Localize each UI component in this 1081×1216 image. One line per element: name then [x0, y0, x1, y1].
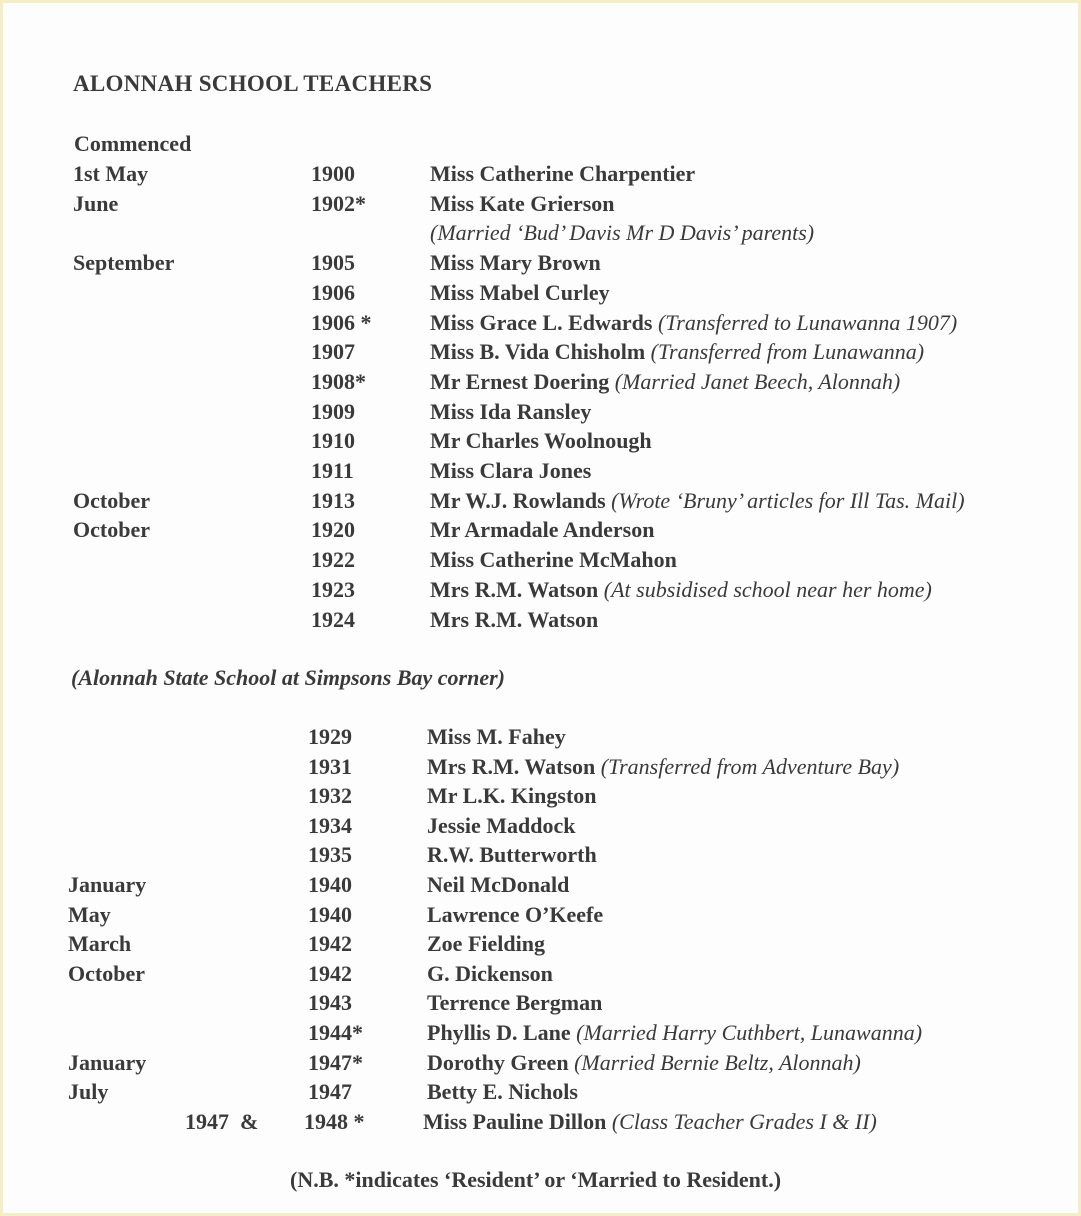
- teacher-name-cell: [427, 754, 899, 780]
- teacher-name-cell: [427, 961, 553, 987]
- teacher-name-cell: [430, 488, 965, 514]
- teacher-note: (Married Bernie Beltz, Alonnah): [574, 1049, 861, 1075]
- teacher-note: (Wrote ‘Bruny’ articles for Ill Tas. Mail): [611, 487, 965, 513]
- teacher-name-cell: [427, 990, 602, 1016]
- commenced-year: 1935: [308, 842, 352, 868]
- commenced-month: September: [73, 250, 175, 276]
- teacher-name: G. Dickenson: [427, 960, 553, 986]
- teacher-name-cell: [430, 577, 932, 603]
- teacher-name-cell: [427, 1079, 578, 1105]
- teacher-note: (Transferred to Lunawanna 1907): [657, 309, 958, 335]
- teacher-note: (Married Janet Beech, Alonnah): [614, 368, 901, 394]
- teacher-name-cell: [427, 902, 603, 928]
- teacher-name: Dorothy Green: [427, 1049, 569, 1075]
- teacher-name: Miss Clara Jones: [430, 458, 592, 483]
- teacher-name-cell: [430, 369, 900, 395]
- commenced-year: 1940: [308, 872, 352, 897]
- teacher-name-cell: [430, 399, 591, 425]
- commenced-year: 1907: [311, 339, 355, 365]
- teacher-name-cell: [430, 161, 695, 187]
- commenced-year: 1906: [311, 279, 355, 305]
- commenced-year: 1929: [308, 724, 352, 749]
- commenced-year: 1911: [311, 458, 354, 483]
- commenced-year: 1923: [311, 576, 355, 602]
- teacher-name: Mr Armadale Anderson: [430, 517, 655, 543]
- teacher-name: Mr W.J. Rowlands: [430, 487, 606, 513]
- commenced-month: March: [68, 931, 132, 957]
- teacher-name-cell: [430, 339, 924, 365]
- teacher-note: (At subsidised school near her home): [603, 576, 932, 602]
- commenced-month: January: [68, 1049, 147, 1075]
- year-prefix: 1947 &: [185, 1108, 259, 1134]
- teacher-name: Miss Pauline Dillon: [423, 1108, 607, 1134]
- teacher-note: (Transferred from Lunawanna): [650, 339, 925, 365]
- teacher-name: R.W. Butterworth: [427, 842, 597, 868]
- teacher-note: (Class Teacher Grades I & II): [611, 1108, 877, 1134]
- commenced-year: 1944*: [308, 1020, 363, 1045]
- teacher-name-cell: [430, 428, 652, 454]
- teacher-name: Terrence Bergman: [427, 990, 603, 1016]
- commenced-month: October: [73, 487, 150, 513]
- teacher-name: Miss Mabel Curley: [430, 279, 610, 305]
- teacher-name: Mr Ernest Doering: [430, 368, 610, 394]
- teacher-name-cell: [430, 547, 677, 573]
- teacher-name: Miss M. Fahey: [427, 724, 566, 749]
- commenced-year: 1943: [308, 990, 352, 1016]
- commenced-year: 1920: [311, 517, 355, 543]
- teacher-name-cell: [430, 517, 654, 543]
- commenced-year: 1922: [311, 547, 355, 573]
- commenced-month: July: [68, 1079, 109, 1105]
- teacher-name: Zoe Fielding: [427, 931, 545, 957]
- teacher-name-cell: [430, 191, 615, 217]
- teacher-name-cell: [427, 783, 597, 809]
- commenced-year: 1934: [308, 812, 352, 838]
- commenced-year: 1931: [308, 753, 352, 779]
- commenced-year: 1908*: [311, 368, 366, 394]
- commenced-year: 1902*: [311, 190, 366, 216]
- section-subheading: (Alonnah State School at Simpsons Bay corner): [71, 665, 505, 690]
- teacher-note: (Married ‘Bud’ Davis Mr D Davis’ parents): [430, 220, 815, 246]
- teacher-name: Miss Catherine Charpentier: [430, 161, 696, 186]
- commenced-year: 1940: [308, 901, 352, 927]
- commenced-month: October: [73, 517, 150, 543]
- commenced-month: January: [68, 872, 147, 897]
- teacher-name-cell: [427, 872, 569, 898]
- teacher-name-cell: [430, 607, 598, 633]
- teacher-name-cell: [427, 724, 566, 750]
- teacher-name-cell: [427, 1050, 861, 1076]
- commenced-month: October: [68, 960, 145, 986]
- teacher-name: Mr Charles Woolnough: [430, 428, 652, 454]
- teacher-name-cell: [430, 250, 601, 276]
- footnote: (N.B. *indicates ‘Resident’ or ‘Married to Resident.): [290, 1167, 782, 1192]
- commenced-month: 1st May: [73, 161, 149, 186]
- teacher-name: Betty E. Nichols: [427, 1079, 578, 1105]
- commenced-year: 1906 *: [311, 309, 372, 335]
- teacher-name: Miss Ida Ransley: [430, 398, 592, 424]
- commenced-year: 1909: [311, 398, 355, 424]
- teacher-name: Miss Mary Brown: [430, 250, 601, 276]
- commenced-label: Commenced: [74, 131, 192, 156]
- commenced-year: 1910: [311, 428, 355, 454]
- teacher-name: Neil McDonald: [427, 872, 570, 897]
- teacher-note: (Married Harry Cuthbert, Lunawanna): [576, 1020, 923, 1045]
- teacher-name-cell: [430, 310, 957, 336]
- page-title: ALONNAH SCHOOL TEACHERS: [73, 71, 433, 96]
- commenced-year: 1947*: [308, 1049, 363, 1075]
- teacher-name: Miss Kate Grierson: [430, 190, 615, 216]
- commenced-year: 1913: [311, 487, 355, 513]
- commenced-year: 1924: [311, 606, 355, 632]
- teacher-note: (Transferred from Adventure Bay): [600, 753, 900, 779]
- teacher-name: Phyllis D. Lane: [427, 1020, 571, 1045]
- commenced-year: 1942: [308, 931, 352, 957]
- teacher-name: Mrs R.M. Watson: [430, 606, 599, 632]
- commenced-month: June: [73, 190, 119, 216]
- commenced-year: 1947: [308, 1079, 352, 1105]
- teacher-name-cell: [430, 280, 610, 306]
- commenced-year: 1942: [308, 960, 352, 986]
- teacher-name-cell: [430, 458, 591, 484]
- teacher-name-cell: [423, 1109, 877, 1135]
- commenced-year: 1905: [311, 250, 355, 276]
- teacher-name-cell: [427, 931, 545, 957]
- teacher-name: Mrs R.M. Watson: [427, 753, 596, 779]
- commenced-year: 1948 *: [304, 1108, 365, 1134]
- teacher-name: Mr L.K. Kingston: [427, 783, 597, 809]
- teacher-name-cell: [427, 813, 576, 839]
- teacher-name-cell: [427, 842, 597, 868]
- commenced-year: 1900: [311, 161, 355, 186]
- teacher-name: Miss Grace L. Edwards: [430, 309, 653, 335]
- commenced-year: 1932: [308, 783, 352, 809]
- teacher-name-cell: [427, 1020, 922, 1046]
- teacher-name: Lawrence O’Keefe: [427, 901, 604, 927]
- teacher-name: Jessie Maddock: [427, 812, 576, 838]
- teacher-name: Miss Catherine McMahon: [430, 547, 677, 573]
- teacher-name: Miss B. Vida Chisholm: [430, 339, 646, 365]
- teacher-name-cell: [430, 220, 814, 246]
- commenced-month: May: [68, 901, 111, 927]
- teacher-name: Mrs R.M. Watson: [430, 576, 599, 602]
